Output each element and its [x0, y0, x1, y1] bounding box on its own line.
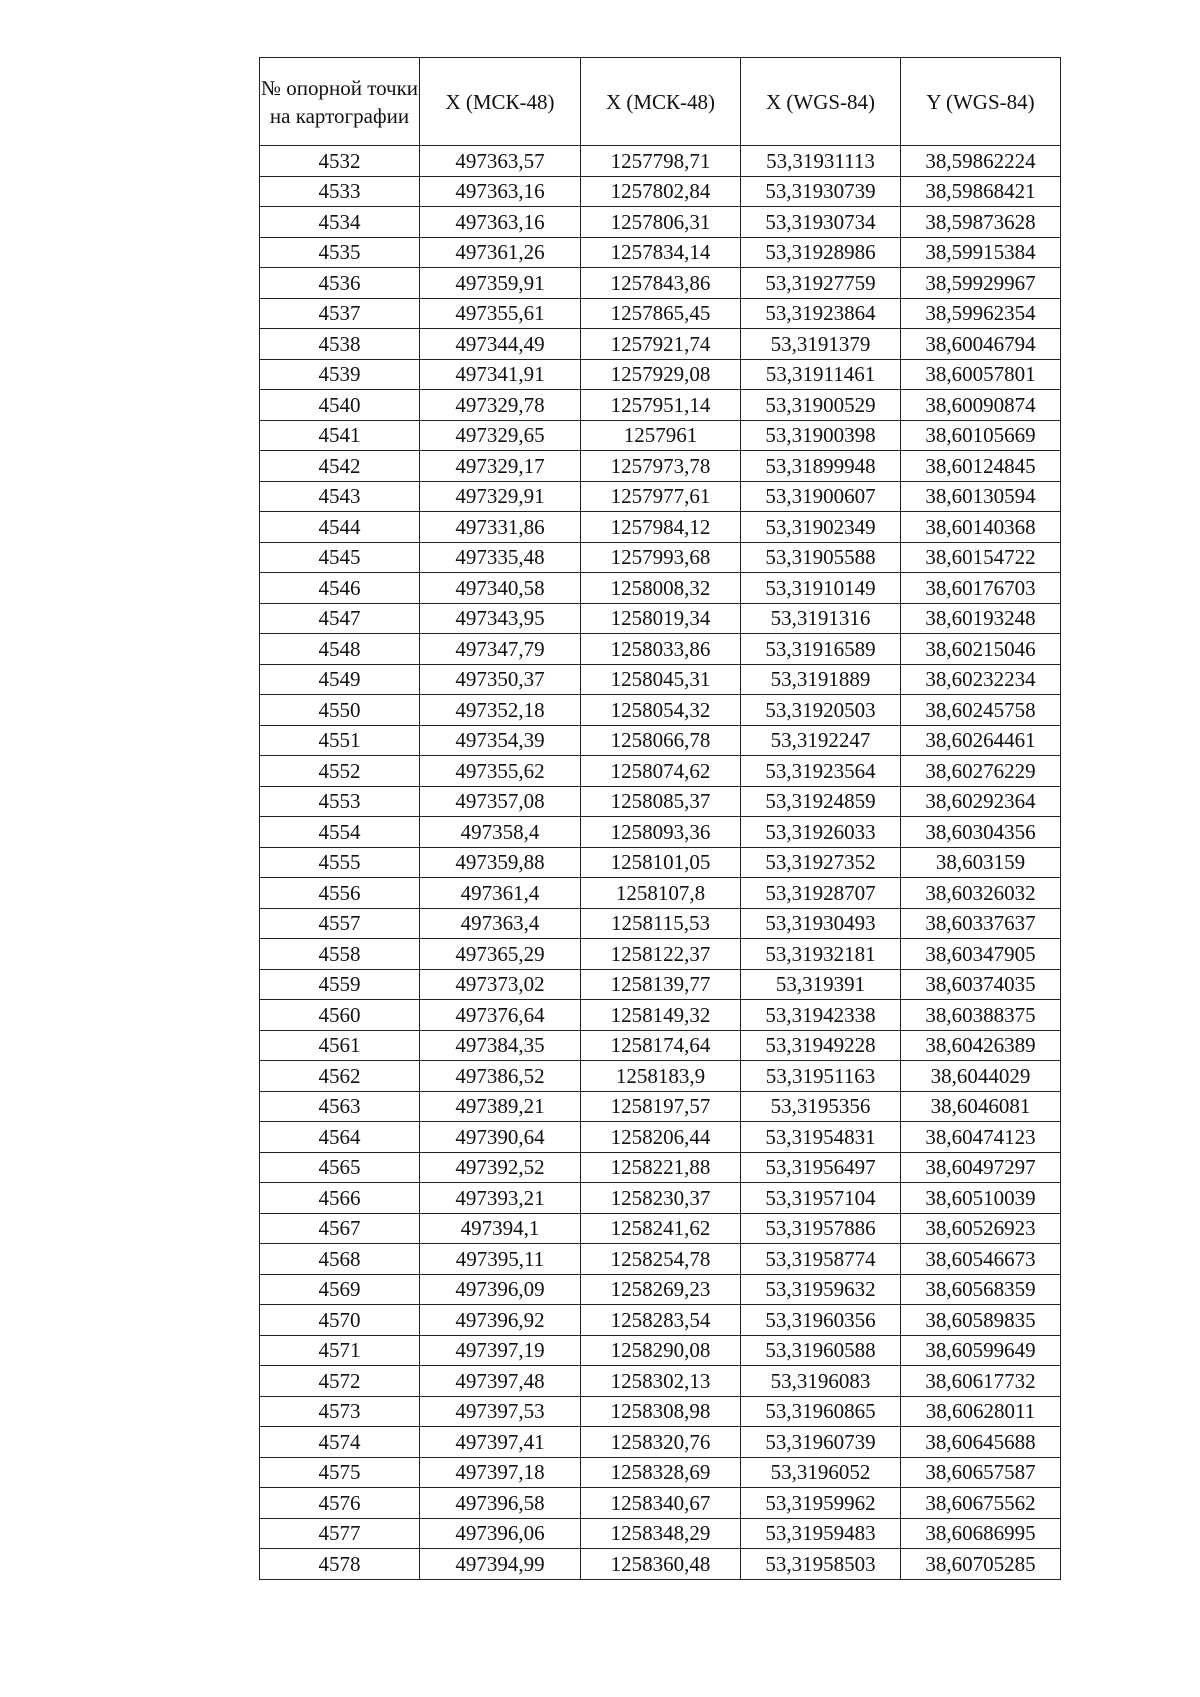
cell-x-msk48-second: 1258320,76 — [581, 1427, 741, 1458]
cell-x-msk48-second: 1257929,08 — [581, 359, 741, 390]
cell-x-msk48: 497340,58 — [420, 573, 581, 604]
cell-x-wgs84: 53,31905588 — [741, 542, 901, 573]
table-row — [260, 1244, 1061, 1275]
cell-x-msk48: 497392,52 — [420, 1152, 581, 1183]
cell-point-number: 4577 — [260, 1518, 420, 1549]
cell-x-wgs84: 53,31911461 — [741, 359, 901, 390]
cell-x-wgs84: 53,31930734 — [741, 207, 901, 238]
cell-y-wgs84: 38,6044029 — [901, 1061, 1061, 1092]
cell-x-msk48-second: 1258074,62 — [581, 756, 741, 787]
table-row — [260, 878, 1061, 909]
table-row — [260, 1305, 1061, 1336]
cell-point-number: 4540 — [260, 390, 420, 421]
cell-point-number: 4532 — [260, 146, 420, 177]
cell-x-wgs84: 53,3191889 — [741, 664, 901, 695]
cell-x-wgs84: 53,31927759 — [741, 268, 901, 299]
cell-y-wgs84: 38,60617732 — [901, 1366, 1061, 1397]
cell-point-number: 4543 — [260, 481, 420, 512]
cell-x-wgs84: 53,3195356 — [741, 1091, 901, 1122]
cell-x-msk48: 497355,61 — [420, 298, 581, 329]
cell-point-number: 4546 — [260, 573, 420, 604]
table-row — [260, 298, 1061, 329]
cell-x-wgs84: 53,31954831 — [741, 1122, 901, 1153]
cell-point-number: 4552 — [260, 756, 420, 787]
cell-point-number: 4550 — [260, 695, 420, 726]
cell-x-msk48: 497352,18 — [420, 695, 581, 726]
cell-x-msk48: 497361,4 — [420, 878, 581, 909]
cell-y-wgs84: 38,60105669 — [901, 420, 1061, 451]
cell-x-msk48: 497394,1 — [420, 1213, 581, 1244]
cell-x-wgs84: 53,3196052 — [741, 1457, 901, 1488]
table-row — [260, 207, 1061, 238]
cell-point-number: 4535 — [260, 237, 420, 268]
cell-x-wgs84: 53,31932181 — [741, 939, 901, 970]
table-body — [260, 146, 1061, 1580]
cell-x-wgs84: 53,3191379 — [741, 329, 901, 360]
cell-point-number: 4556 — [260, 878, 420, 909]
cell-x-wgs84: 53,31899948 — [741, 451, 901, 482]
cell-x-wgs84: 53,3196083 — [741, 1366, 901, 1397]
cell-x-msk48-second: 1257834,14 — [581, 237, 741, 268]
table-row — [260, 268, 1061, 299]
table-row — [260, 634, 1061, 665]
header-x-msk48-second: X (МСК-48) — [581, 58, 741, 146]
table-row — [260, 756, 1061, 787]
cell-y-wgs84: 38,60326032 — [901, 878, 1061, 909]
header-y-wgs84: Y (WGS-84) — [901, 58, 1061, 146]
cell-x-msk48: 497395,11 — [420, 1244, 581, 1275]
cell-x-msk48-second: 1258139,77 — [581, 969, 741, 1000]
cell-x-wgs84: 53,31910149 — [741, 573, 901, 604]
cell-x-wgs84: 53,31957104 — [741, 1183, 901, 1214]
cell-x-msk48: 497363,57 — [420, 146, 581, 177]
cell-y-wgs84: 38,60193248 — [901, 603, 1061, 634]
cell-point-number: 4549 — [260, 664, 420, 695]
table-row — [260, 1091, 1061, 1122]
cell-x-wgs84: 53,31960356 — [741, 1305, 901, 1336]
cell-x-msk48-second: 1258230,37 — [581, 1183, 741, 1214]
cell-x-msk48: 497396,09 — [420, 1274, 581, 1305]
cell-y-wgs84: 38,60589835 — [901, 1305, 1061, 1336]
cell-point-number: 4575 — [260, 1457, 420, 1488]
cell-x-msk48-second: 1258107,8 — [581, 878, 741, 909]
cell-x-msk48: 497359,88 — [420, 847, 581, 878]
cell-x-wgs84: 53,31956497 — [741, 1152, 901, 1183]
cell-x-wgs84: 53,31923864 — [741, 298, 901, 329]
cell-x-msk48-second: 1258197,57 — [581, 1091, 741, 1122]
cell-x-wgs84: 53,31927352 — [741, 847, 901, 878]
cell-x-msk48-second: 1258093,36 — [581, 817, 741, 848]
cell-y-wgs84: 38,60686995 — [901, 1518, 1061, 1549]
cell-x-msk48-second: 1257993,68 — [581, 542, 741, 573]
cell-point-number: 4558 — [260, 939, 420, 970]
cell-x-msk48: 497354,39 — [420, 725, 581, 756]
header-x-wgs84: X (WGS-84) — [741, 58, 901, 146]
table-row — [260, 542, 1061, 573]
cell-x-wgs84: 53,31930739 — [741, 176, 901, 207]
cell-point-number: 4565 — [260, 1152, 420, 1183]
cell-x-wgs84: 53,31942338 — [741, 1000, 901, 1031]
cell-x-msk48-second: 1257865,45 — [581, 298, 741, 329]
cell-x-msk48-second: 1258348,29 — [581, 1518, 741, 1549]
cell-y-wgs84: 38,59873628 — [901, 207, 1061, 238]
cell-x-msk48-second: 1257984,12 — [581, 512, 741, 543]
cell-point-number: 4567 — [260, 1213, 420, 1244]
cell-x-msk48-second: 1258340,67 — [581, 1488, 741, 1519]
cell-x-msk48-second: 1258290,08 — [581, 1335, 741, 1366]
cell-x-msk48-second: 1258174,64 — [581, 1030, 741, 1061]
cell-point-number: 4553 — [260, 786, 420, 817]
cell-x-msk48-second: 1258008,32 — [581, 573, 741, 604]
header-row — [260, 58, 1061, 146]
cell-x-msk48-second: 1257973,78 — [581, 451, 741, 482]
cell-x-msk48: 497329,91 — [420, 481, 581, 512]
table-row — [260, 1549, 1061, 1580]
cell-x-msk48-second: 1258149,32 — [581, 1000, 741, 1031]
cell-point-number: 4573 — [260, 1396, 420, 1427]
cell-x-msk48: 497397,19 — [420, 1335, 581, 1366]
cell-x-msk48: 497329,17 — [420, 451, 581, 482]
table-row — [260, 1335, 1061, 1366]
header-point-number: № опорной точки на картографии — [260, 58, 420, 146]
cell-y-wgs84: 38,60599649 — [901, 1335, 1061, 1366]
table-row — [260, 1518, 1061, 1549]
table-row — [260, 1274, 1061, 1305]
header-x-msk48: X (МСК-48) — [420, 58, 581, 146]
cell-x-wgs84: 53,31960588 — [741, 1335, 901, 1366]
table-row — [260, 817, 1061, 848]
cell-x-msk48: 497389,21 — [420, 1091, 581, 1122]
cell-x-msk48: 497335,48 — [420, 542, 581, 573]
table-row — [260, 237, 1061, 268]
cell-y-wgs84: 38,60705285 — [901, 1549, 1061, 1580]
cell-x-wgs84: 53,31916589 — [741, 634, 901, 665]
cell-y-wgs84: 38,60232234 — [901, 664, 1061, 695]
cell-y-wgs84: 38,60510039 — [901, 1183, 1061, 1214]
cell-point-number: 4578 — [260, 1549, 420, 1580]
cell-x-wgs84: 53,31930493 — [741, 908, 901, 939]
cell-y-wgs84: 38,60546673 — [901, 1244, 1061, 1275]
cell-y-wgs84: 38,59868421 — [901, 176, 1061, 207]
table-row — [260, 664, 1061, 695]
cell-point-number: 4548 — [260, 634, 420, 665]
table-row — [260, 1396, 1061, 1427]
cell-x-wgs84: 53,31957886 — [741, 1213, 901, 1244]
cell-x-msk48: 497365,29 — [420, 939, 581, 970]
cell-x-msk48-second: 1258085,37 — [581, 786, 741, 817]
cell-point-number: 4561 — [260, 1030, 420, 1061]
cell-x-msk48: 497329,78 — [420, 390, 581, 421]
cell-x-wgs84: 53,31926033 — [741, 817, 901, 848]
cell-x-msk48-second: 1257798,71 — [581, 146, 741, 177]
cell-x-msk48-second: 1258054,32 — [581, 695, 741, 726]
table-row — [260, 390, 1061, 421]
cell-x-wgs84: 53,31931113 — [741, 146, 901, 177]
coordinates-table — [259, 57, 1061, 1580]
cell-x-msk48-second: 1257921,74 — [581, 329, 741, 360]
table-row — [260, 481, 1061, 512]
cell-point-number: 4537 — [260, 298, 420, 329]
table-row — [260, 176, 1061, 207]
cell-x-msk48: 497394,99 — [420, 1549, 581, 1580]
cell-x-msk48-second: 1257961 — [581, 420, 741, 451]
cell-x-msk48: 497350,37 — [420, 664, 581, 695]
cell-point-number: 4534 — [260, 207, 420, 238]
cell-x-wgs84: 53,31960865 — [741, 1396, 901, 1427]
table-row — [260, 1000, 1061, 1031]
cell-x-msk48: 497331,86 — [420, 512, 581, 543]
table-row — [260, 1030, 1061, 1061]
cell-y-wgs84: 38,60347905 — [901, 939, 1061, 970]
cell-x-msk48-second: 1258269,23 — [581, 1274, 741, 1305]
table-row — [260, 1061, 1061, 1092]
cell-y-wgs84: 38,59962354 — [901, 298, 1061, 329]
cell-point-number: 4557 — [260, 908, 420, 939]
cell-x-msk48: 497397,18 — [420, 1457, 581, 1488]
cell-x-msk48: 497397,53 — [420, 1396, 581, 1427]
cell-point-number: 4569 — [260, 1274, 420, 1305]
cell-x-msk48-second: 1258328,69 — [581, 1457, 741, 1488]
cell-y-wgs84: 38,60057801 — [901, 359, 1061, 390]
cell-x-msk48-second: 1257951,14 — [581, 390, 741, 421]
table-row — [260, 786, 1061, 817]
cell-y-wgs84: 38,60628011 — [901, 1396, 1061, 1427]
cell-y-wgs84: 38,60090874 — [901, 390, 1061, 421]
cell-x-msk48: 497363,16 — [420, 176, 581, 207]
cell-y-wgs84: 38,60215046 — [901, 634, 1061, 665]
cell-point-number: 4572 — [260, 1366, 420, 1397]
cell-y-wgs84: 38,59929967 — [901, 268, 1061, 299]
table-row — [260, 1152, 1061, 1183]
cell-y-wgs84: 38,60304356 — [901, 817, 1061, 848]
table-row — [260, 603, 1061, 634]
cell-x-wgs84: 53,3192247 — [741, 725, 901, 756]
cell-y-wgs84: 38,60374035 — [901, 969, 1061, 1000]
table-row — [260, 908, 1061, 939]
cell-x-msk48-second: 1258183,9 — [581, 1061, 741, 1092]
cell-point-number: 4536 — [260, 268, 420, 299]
cell-x-msk48: 497358,4 — [420, 817, 581, 848]
cell-x-msk48: 497329,65 — [420, 420, 581, 451]
cell-x-msk48-second: 1257806,31 — [581, 207, 741, 238]
cell-x-wgs84: 53,31960739 — [741, 1427, 901, 1458]
cell-y-wgs84: 38,60176703 — [901, 573, 1061, 604]
cell-x-msk48-second: 1258241,62 — [581, 1213, 741, 1244]
table-row — [260, 695, 1061, 726]
cell-x-msk48: 497359,91 — [420, 268, 581, 299]
cell-x-wgs84: 53,31949228 — [741, 1030, 901, 1061]
cell-x-wgs84: 53,31928707 — [741, 878, 901, 909]
cell-x-msk48-second: 1258115,53 — [581, 908, 741, 939]
cell-x-wgs84: 53,31924859 — [741, 786, 901, 817]
cell-point-number: 4566 — [260, 1183, 420, 1214]
cell-x-wgs84: 53,31958774 — [741, 1244, 901, 1275]
cell-point-number: 4571 — [260, 1335, 420, 1366]
cell-y-wgs84: 38,60276229 — [901, 756, 1061, 787]
cell-point-number: 4564 — [260, 1122, 420, 1153]
cell-point-number: 4576 — [260, 1488, 420, 1519]
table-row — [260, 146, 1061, 177]
cell-x-wgs84: 53,31900607 — [741, 481, 901, 512]
table-row — [260, 1427, 1061, 1458]
table-row — [260, 359, 1061, 390]
table-row — [260, 512, 1061, 543]
cell-x-wgs84: 53,31902349 — [741, 512, 901, 543]
cell-point-number: 4568 — [260, 1244, 420, 1275]
cell-x-msk48: 497361,26 — [420, 237, 581, 268]
cell-x-msk48: 497355,62 — [420, 756, 581, 787]
cell-x-msk48: 497376,64 — [420, 1000, 581, 1031]
cell-x-msk48-second: 1257843,86 — [581, 268, 741, 299]
cell-x-msk48: 497396,58 — [420, 1488, 581, 1519]
cell-y-wgs84: 38,60657587 — [901, 1457, 1061, 1488]
cell-y-wgs84: 38,60337637 — [901, 908, 1061, 939]
table-row — [260, 1122, 1061, 1153]
table-row — [260, 1366, 1061, 1397]
cell-x-msk48: 497343,95 — [420, 603, 581, 634]
cell-y-wgs84: 38,60474123 — [901, 1122, 1061, 1153]
table-row — [260, 420, 1061, 451]
cell-y-wgs84: 38,60388375 — [901, 1000, 1061, 1031]
cell-y-wgs84: 38,60046794 — [901, 329, 1061, 360]
cell-x-msk48-second: 1258033,86 — [581, 634, 741, 665]
cell-x-wgs84: 53,31928986 — [741, 237, 901, 268]
cell-x-wgs84: 53,319391 — [741, 969, 901, 1000]
cell-x-msk48-second: 1258254,78 — [581, 1244, 741, 1275]
table-row — [260, 969, 1061, 1000]
cell-y-wgs84: 38,60245758 — [901, 695, 1061, 726]
cell-y-wgs84: 38,60568359 — [901, 1274, 1061, 1305]
cell-x-msk48: 497384,35 — [420, 1030, 581, 1061]
cell-point-number: 4574 — [260, 1427, 420, 1458]
table-row — [260, 1488, 1061, 1519]
cell-x-wgs84: 53,31920503 — [741, 695, 901, 726]
table-row — [260, 329, 1061, 360]
cell-point-number: 4559 — [260, 969, 420, 1000]
cell-x-msk48: 497396,06 — [420, 1518, 581, 1549]
cell-x-msk48: 497363,16 — [420, 207, 581, 238]
cell-x-msk48: 497363,4 — [420, 908, 581, 939]
cell-x-wgs84: 53,31951163 — [741, 1061, 901, 1092]
table-row — [260, 1213, 1061, 1244]
table-row — [260, 847, 1061, 878]
table-row — [260, 451, 1061, 482]
cell-y-wgs84: 38,60645688 — [901, 1427, 1061, 1458]
table-row — [260, 725, 1061, 756]
cell-x-msk48: 497347,79 — [420, 634, 581, 665]
cell-x-msk48-second: 1258206,44 — [581, 1122, 741, 1153]
cell-x-msk48-second: 1258360,48 — [581, 1549, 741, 1580]
cell-point-number: 4570 — [260, 1305, 420, 1336]
cell-point-number: 4551 — [260, 725, 420, 756]
cell-x-msk48-second: 1258122,37 — [581, 939, 741, 970]
cell-x-msk48: 497386,52 — [420, 1061, 581, 1092]
cell-x-wgs84: 53,31900529 — [741, 390, 901, 421]
cell-point-number: 4563 — [260, 1091, 420, 1122]
cell-x-wgs84: 53,31900398 — [741, 420, 901, 451]
cell-point-number: 4562 — [260, 1061, 420, 1092]
cell-x-wgs84: 53,3191316 — [741, 603, 901, 634]
cell-x-msk48: 497373,02 — [420, 969, 581, 1000]
cell-y-wgs84: 38,60130594 — [901, 481, 1061, 512]
cell-x-msk48-second: 1257977,61 — [581, 481, 741, 512]
cell-y-wgs84: 38,60140368 — [901, 512, 1061, 543]
cell-y-wgs84: 38,60526923 — [901, 1213, 1061, 1244]
cell-y-wgs84: 38,603159 — [901, 847, 1061, 878]
cell-y-wgs84: 38,60264461 — [901, 725, 1061, 756]
cell-x-msk48: 497344,49 — [420, 329, 581, 360]
cell-y-wgs84: 38,6046081 — [901, 1091, 1061, 1122]
cell-x-msk48: 497396,92 — [420, 1305, 581, 1336]
cell-x-msk48-second: 1257802,84 — [581, 176, 741, 207]
cell-point-number: 4544 — [260, 512, 420, 543]
table-header — [260, 58, 1061, 146]
cell-x-msk48-second: 1258283,54 — [581, 1305, 741, 1336]
cell-point-number: 4560 — [260, 1000, 420, 1031]
cell-point-number: 4539 — [260, 359, 420, 390]
cell-y-wgs84: 38,60426389 — [901, 1030, 1061, 1061]
cell-x-msk48-second: 1258019,34 — [581, 603, 741, 634]
cell-x-msk48: 497357,08 — [420, 786, 581, 817]
cell-x-msk48: 497390,64 — [420, 1122, 581, 1153]
cell-x-msk48-second: 1258045,31 — [581, 664, 741, 695]
table-row — [260, 1457, 1061, 1488]
cell-x-msk48: 497397,48 — [420, 1366, 581, 1397]
cell-point-number: 4533 — [260, 176, 420, 207]
cell-point-number: 4554 — [260, 817, 420, 848]
cell-x-wgs84: 53,31959632 — [741, 1274, 901, 1305]
cell-y-wgs84: 38,60497297 — [901, 1152, 1061, 1183]
cell-x-msk48: 497397,41 — [420, 1427, 581, 1458]
cell-x-msk48-second: 1258221,88 — [581, 1152, 741, 1183]
cell-x-msk48-second: 1258066,78 — [581, 725, 741, 756]
table-row — [260, 573, 1061, 604]
table-row — [260, 939, 1061, 970]
cell-point-number: 4545 — [260, 542, 420, 573]
cell-x-wgs84: 53,31958503 — [741, 1549, 901, 1580]
cell-y-wgs84: 38,60124845 — [901, 451, 1061, 482]
cell-y-wgs84: 38,59915384 — [901, 237, 1061, 268]
cell-x-wgs84: 53,31959483 — [741, 1518, 901, 1549]
cell-point-number: 4541 — [260, 420, 420, 451]
cell-point-number: 4542 — [260, 451, 420, 482]
cell-point-number: 4547 — [260, 603, 420, 634]
cell-x-msk48: 497341,91 — [420, 359, 581, 390]
cell-point-number: 4538 — [260, 329, 420, 360]
cell-y-wgs84: 38,60292364 — [901, 786, 1061, 817]
cell-x-wgs84: 53,31959962 — [741, 1488, 901, 1519]
cell-x-msk48: 497393,21 — [420, 1183, 581, 1214]
cell-x-wgs84: 53,31923564 — [741, 756, 901, 787]
cell-y-wgs84: 38,60154722 — [901, 542, 1061, 573]
cell-y-wgs84: 38,60675562 — [901, 1488, 1061, 1519]
cell-x-msk48-second: 1258101,05 — [581, 847, 741, 878]
cell-point-number: 4555 — [260, 847, 420, 878]
table-row — [260, 1183, 1061, 1214]
cell-x-msk48-second: 1258308,98 — [581, 1396, 741, 1427]
cell-x-msk48-second: 1258302,13 — [581, 1366, 741, 1397]
cell-y-wgs84: 38,59862224 — [901, 146, 1061, 177]
